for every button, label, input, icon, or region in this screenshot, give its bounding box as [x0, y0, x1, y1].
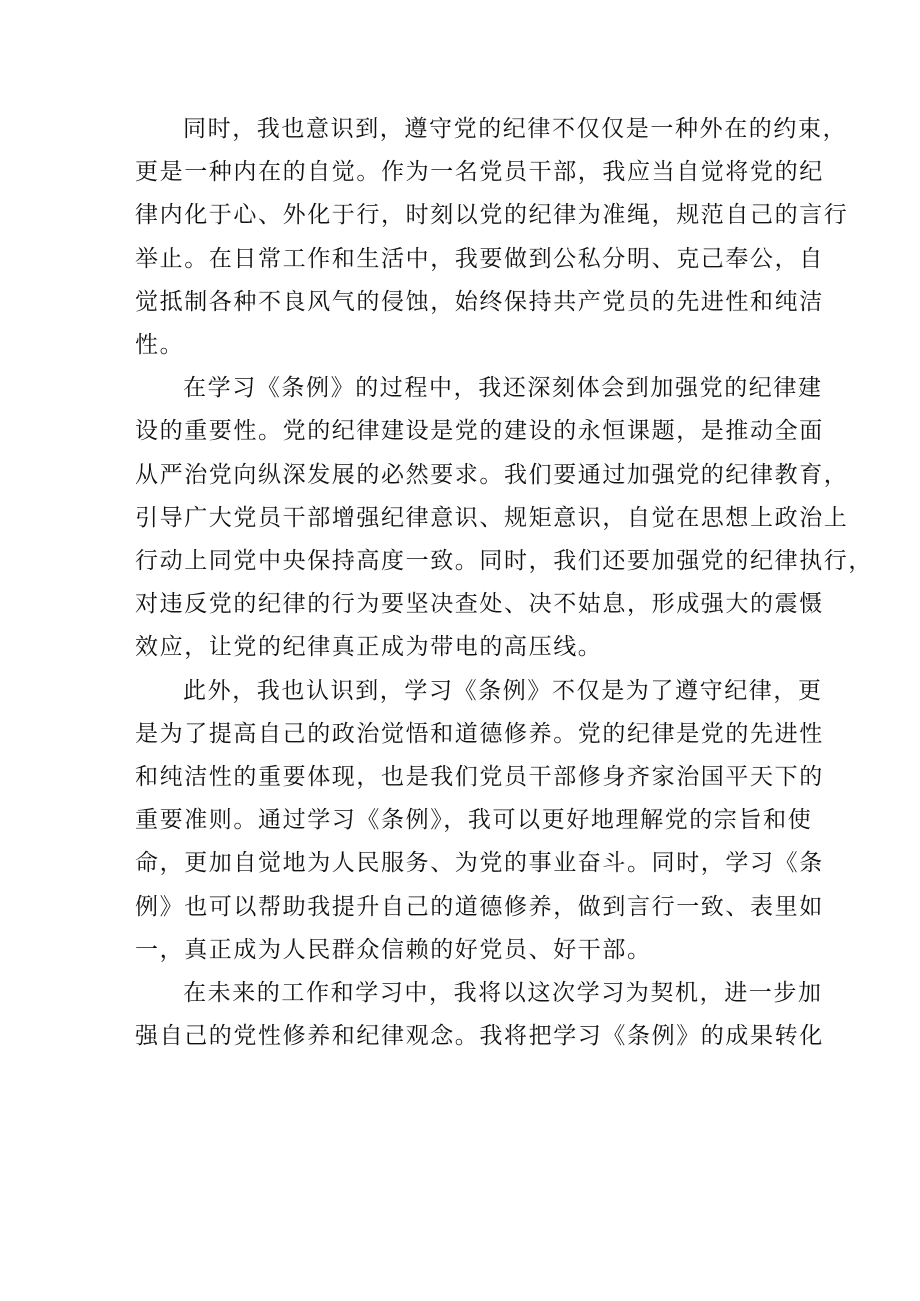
- text-line: 引导广大党员干部增强纪律意识、规矩意识，自觉在思想上政治上: [135, 504, 849, 531]
- text-line: 在未来的工作和学习中，我将以这次学习为契机，进一步加: [183, 980, 823, 1007]
- text-line: 对违反党的纪律的行为要坚决查处、决不姑息，形成强大的震慑: [135, 591, 824, 618]
- text-line: 此外，我也认识到，学习《条例》不仅是为了遵守纪律，更: [183, 677, 823, 704]
- text-line: 行动上同党中央保持高度一致。同时，我们还要加强党的纪律执行，: [135, 548, 873, 575]
- text-line: 例》也可以帮助我提升自己的道德修养，做到言行一致、表里如: [135, 893, 824, 920]
- text-line: 举止。在日常工作和生活中，我要做到公私分明、克己奉公，自: [135, 245, 824, 272]
- text-line: 是为了提高自己的政治觉悟和道德修养。党的纪律是党的先进性: [135, 720, 824, 747]
- document-body: [135, 108, 873, 1058]
- text-line: 觉抵制各种不良风气的侵蚀，始终保持共产党员的先进性和纯洁: [135, 288, 824, 315]
- paragraph-discipline-building: [135, 367, 873, 669]
- text-line: 命，更加自觉地为人民服务、为党的事业奋斗。同时，学习《条: [135, 850, 824, 877]
- text-line: 和纯洁性的重要体现，也是我们党员干部修身齐家治国平天下的: [135, 764, 824, 791]
- text-line: 设的重要性。党的纪律建设是党的建设的永恒课题，是推动全面: [135, 418, 824, 445]
- text-line: 效应，让党的纪律真正成为带电的高压线。: [135, 634, 603, 661]
- text-line: 同时，我也意识到，遵守党的纪律不仅仅是一种外在的约束，: [183, 116, 848, 142]
- text-line: 律内化于心、外化于行，时刻以党的纪律为准绳，规范自己的言行: [135, 202, 849, 229]
- paragraph-awareness: [135, 108, 849, 367]
- text-line: 在学习《条例》的过程中，我还深刻体会到加强党的纪律建: [183, 375, 823, 402]
- paragraph-future-work: [135, 972, 824, 1058]
- text-line: 重要准则。通过学习《条例》，我可以更好地理解党的宗旨和使: [135, 807, 813, 834]
- text-line: 性。: [135, 332, 185, 359]
- text-line: 强自己的党性修养和纪律观念。我将把学习《条例》的成果转化: [135, 1023, 824, 1050]
- text-line: 更是一种内在的自觉。作为一名党员干部，我应当自觉将党的纪: [135, 159, 824, 186]
- text-line: 从严治党向纵深发展的必然要求。我们要通过加强党的纪律教育，: [135, 461, 849, 488]
- text-line: 一，真正成为人民群众信赖的好党员、好干部。: [135, 936, 652, 963]
- paragraph-political-awareness: [135, 670, 824, 972]
